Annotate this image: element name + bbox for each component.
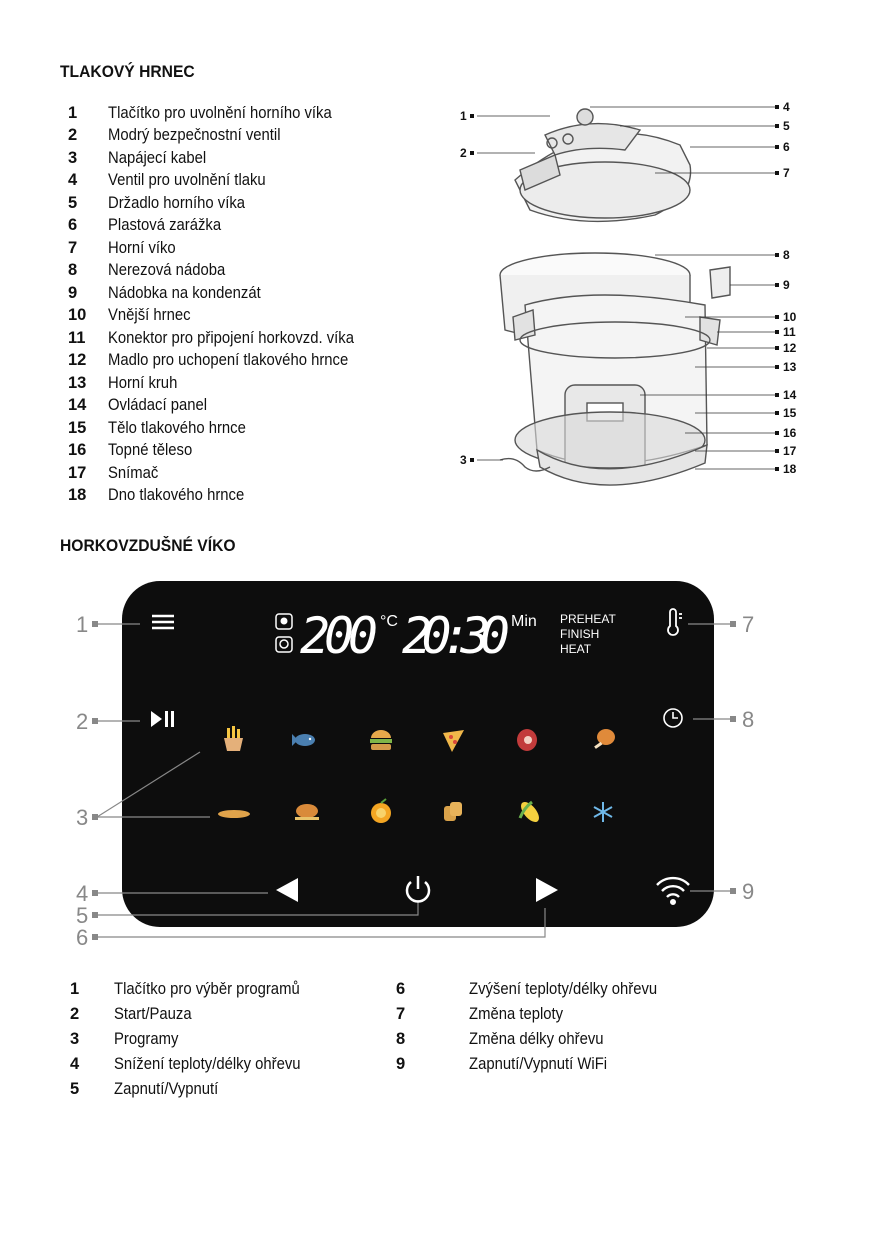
list-item: 11 Konektor pro připojení horkovzd. víka — [68, 328, 354, 347]
diagram-label: 6 — [783, 140, 790, 154]
time-display: 20:30 — [402, 607, 510, 665]
list-item: 10 Vnější hrnec — [68, 306, 191, 325]
list-item: 14 Ovládací panel — [68, 396, 208, 415]
legend-right — [396, 977, 678, 1077]
list-item: 2 Start/Pauza — [70, 1005, 192, 1023]
diagram-label: 12 — [783, 341, 797, 355]
burger-icon[interactable] — [370, 730, 392, 750]
list-item: 4 Ventil pro uvolnění tlaku — [68, 171, 266, 190]
list-item: 12 Madlo pro uchopení tlakového hrnce — [68, 351, 349, 370]
list-item: 6 Plastová zarážka — [68, 216, 222, 235]
control-panel-diagram — [0, 570, 874, 950]
diagram-label: 8 — [783, 248, 790, 262]
legend-left — [70, 977, 321, 1102]
diagram-label: 7 — [783, 166, 790, 180]
diagram-label: 2 — [460, 146, 467, 160]
diagram-label: 14 — [783, 388, 797, 402]
list-item: 7 Horní víko — [68, 238, 176, 257]
diagram-label: 11 — [783, 325, 796, 339]
diagram-label: 9 — [783, 278, 790, 292]
diagram-label: 16 — [783, 426, 797, 440]
callout-number: 6 — [76, 925, 89, 950]
list-item: 7 Změna teploty — [396, 1005, 564, 1023]
diagram-label: 5 — [783, 119, 790, 133]
list-item: 8 Změna délky ohřevu — [396, 1030, 604, 1048]
time-unit: Min — [511, 613, 537, 630]
callout-number: 5 — [76, 903, 89, 928]
diagram-label: 4 — [783, 100, 790, 114]
list-item: 8 Nerezová nádoba — [68, 261, 226, 280]
section-title-air-fryer-lid: HORKOVZDUŠNÉ VÍKO — [60, 536, 236, 555]
callout-number: 1 — [76, 612, 89, 637]
list-item: 4 Snížení teploty/délky ohřevu — [70, 1055, 301, 1073]
list-item: 1 Tlačítko pro uvolnění horního víka — [68, 103, 332, 122]
callout-number: 2 — [76, 709, 89, 734]
list-item: 17 Snímač — [68, 463, 159, 482]
callout-number: 8 — [742, 707, 755, 732]
list-item: 1 Tlačítko pro výběr programů — [70, 980, 300, 998]
list-item: 9 Nádobka na kondenzát — [68, 283, 261, 302]
list-item: 9 Zapnutí/Vypnutí WiFi — [396, 1055, 608, 1073]
diagram-label: 17 — [783, 444, 797, 458]
diagram-label: 15 — [783, 406, 797, 420]
diagram-label: 13 — [783, 360, 797, 374]
list-item: 5 Zapnutí/Vypnutí — [70, 1080, 219, 1098]
list-item: 5 Držadlo horního víka — [68, 193, 246, 212]
list-item: 6 Zvýšení teploty/délky ohřevu — [396, 980, 658, 998]
parts-list — [68, 102, 381, 507]
list-item: 2 Modrý bezpečnostní ventil — [68, 126, 281, 145]
list-item: 18 Dno tlakového hrnce — [68, 486, 245, 505]
diagram-label: 18 — [783, 462, 797, 476]
diagram-label: 1 — [460, 109, 467, 123]
list-item: 16 Topné těleso — [68, 441, 193, 460]
diagram-label: 10 — [783, 310, 797, 324]
section-title-pressure-cooker: TLAKOVÝ HRNEC — [60, 62, 195, 81]
callout-number: 7 — [742, 612, 755, 637]
list-item: 3 Programy — [70, 1030, 179, 1048]
diagram-label: 3 — [460, 453, 467, 467]
temperature-display: 200 — [300, 607, 378, 665]
list-item: 15 Tělo tlakového hrnce — [68, 418, 246, 437]
list-item: 13 Horní kruh — [68, 373, 178, 392]
callout-number: 3 — [76, 805, 89, 830]
pressure-cooker-diagram — [455, 95, 810, 505]
status-heat: HEAT — [560, 642, 592, 656]
list-item: 3 Napájecí kabel — [68, 148, 207, 167]
temperature-unit: °C — [380, 613, 398, 630]
callout-number: 4 — [76, 881, 89, 906]
bread-icon[interactable] — [218, 810, 250, 818]
status-preheat: PREHEAT — [560, 612, 616, 626]
callout-number: 9 — [742, 879, 755, 904]
steak-icon[interactable] — [517, 729, 537, 751]
status-finish: FINISH — [560, 627, 600, 641]
